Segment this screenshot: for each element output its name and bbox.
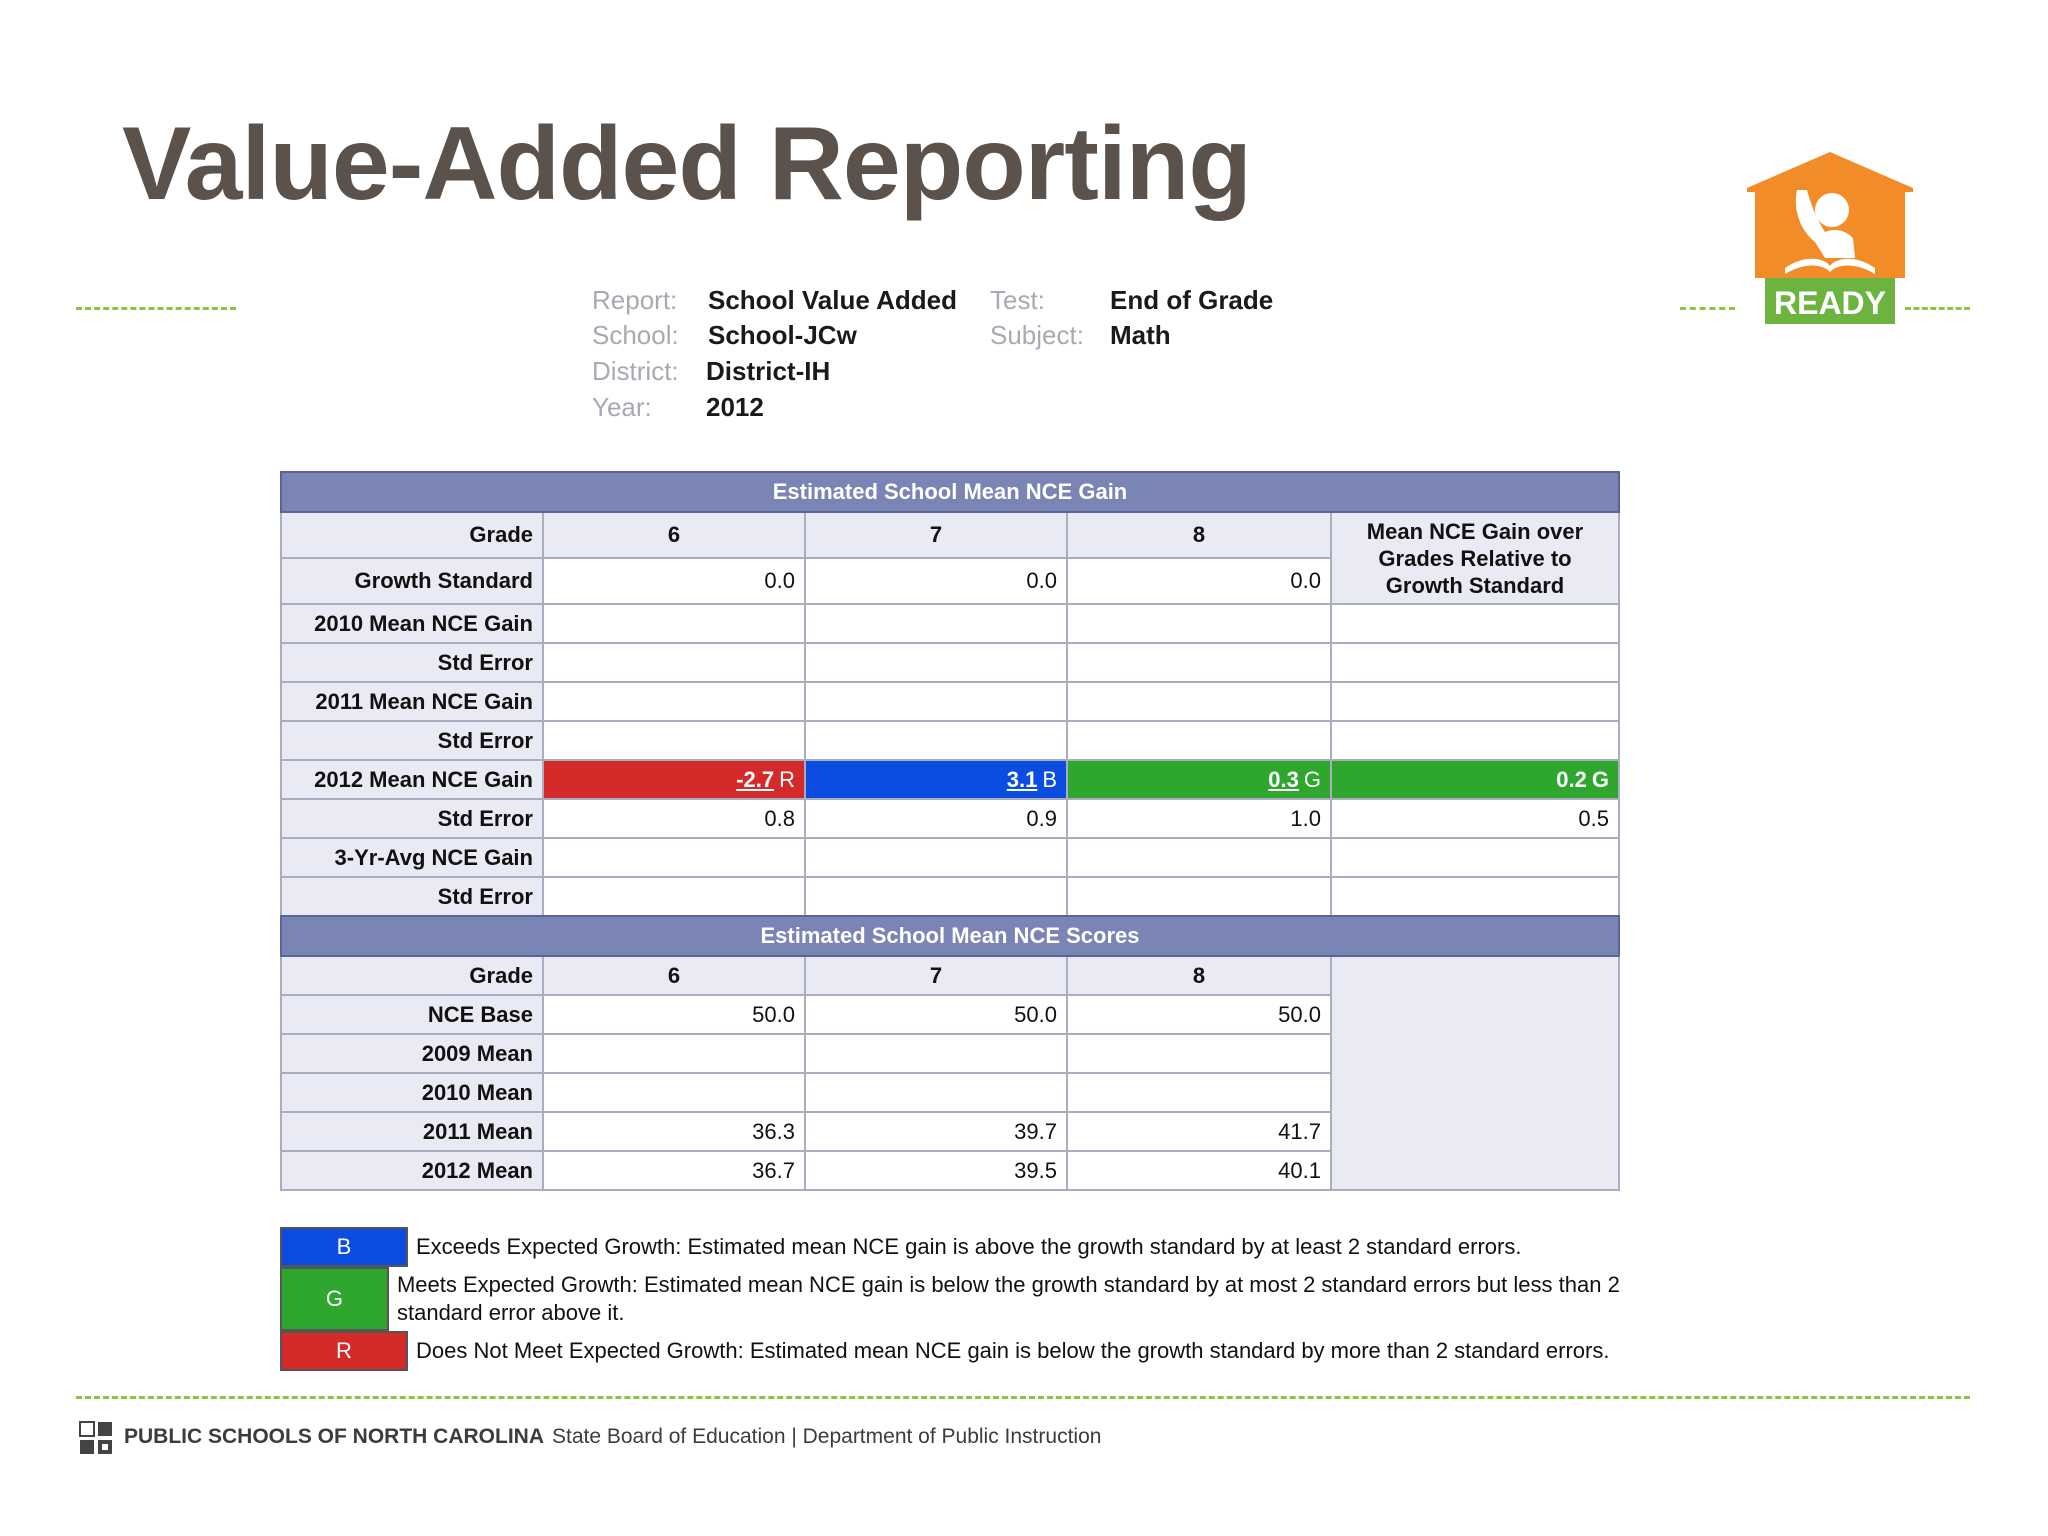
table-cell [805,643,1067,682]
grade-header: 8 [1067,512,1331,558]
table-cell [1067,877,1331,916]
gain-link[interactable]: 3.1 [1006,766,1038,792]
scores-table [280,915,1620,1191]
legend-text: Meets Expected Growth: Estimated mean NCE gain is below the growth standard by at most 2 standard errors but less than 2 standard error above it. [396,1272,1620,1325]
row-label: 2011 Mean NCE Gain [281,682,543,721]
table-cell [1067,643,1331,682]
footer-org: PUBLIC SCHOOLS OF NORTH CAROLINA [124,1425,544,1448]
table-cell: 41.7 [1067,1112,1331,1151]
subject-value: Math [1110,320,1171,350]
ready-logo [1745,150,1915,330]
table-cell [543,1073,805,1112]
table-cell: 0.0 [1067,558,1331,604]
table-cell [805,604,1067,643]
footer [78,1418,1101,1456]
table-cell [1067,721,1331,760]
row-label: 2010 Mean [281,1073,543,1112]
row-label: 2010 Mean NCE Gain [281,604,543,643]
table-row [281,682,1619,721]
table-row [281,643,1619,682]
table-cell: 39.7 [805,1112,1067,1151]
table-cell [805,1034,1067,1073]
year-value: 2012 [706,392,764,422]
footer-dept: State Board of Education | Department of Public Instruction [552,1425,1102,1448]
legend-text: Exceeds Expected Growth: Estimated mean NCE gain is above the growth standard by at least 2 standard errors. [416,1234,1522,1259]
gain-flag: R [779,766,795,792]
row-label: 2011 Mean [281,1112,543,1151]
legend-item [280,1227,1630,1267]
summary-header: Mean NCE Gain over Grades Relative to Growth Standard [1331,512,1619,604]
legend [280,1227,1630,1371]
table-cell [1331,838,1619,877]
row-label: Std Error [281,877,543,916]
row-label: 3-Yr-Avg NCE Gain [281,838,543,877]
grade-header: 6 [543,956,805,995]
table-cell [1331,682,1619,721]
table-row [281,760,1619,799]
school-label: School: [592,320,679,350]
table-cell: 50.0 [1067,995,1331,1034]
table-cell [543,838,805,877]
summary-value: 0.2 [1556,766,1587,792]
table-cell [543,604,805,643]
table-cell [1331,604,1619,643]
legend-item [280,1267,1630,1331]
table-cell [805,1073,1067,1112]
district-label: District: [592,356,679,386]
table-row [281,799,1619,838]
row-label: Std Error [281,799,543,838]
grade-label: Grade [281,956,543,995]
year-label: Year: [592,392,652,422]
district-value: District-IH [706,356,831,386]
table-cell: 39.5 [805,1151,1067,1190]
table-cell [543,1034,805,1073]
report-label: Report: [592,285,678,315]
gain-table [280,471,1620,917]
table-cell [1331,643,1619,682]
table-cell: 0.0 [543,558,805,604]
grade-header: 8 [1067,956,1331,995]
gain-flag: G [1303,766,1321,792]
table-cell [1067,682,1331,721]
table-cell [805,682,1067,721]
nc-seal-icon [78,1418,116,1456]
table-cell [1067,604,1331,643]
legend-swatch: B [280,1227,408,1267]
table-cell: 0.0 [805,558,1067,604]
gain-table-title: Estimated School Mean NCE Gain [281,472,1619,512]
test-value: End of Grade [1110,285,1274,315]
legend-swatch: G [280,1267,389,1331]
table-cell [805,838,1067,877]
table-cell: 0.9 [805,799,1067,838]
gain-flag: B [1042,766,1057,792]
grade-label: Grade [281,512,543,558]
table-cell [805,877,1067,916]
row-label: 2012 Mean NCE Gain [281,760,543,799]
gain-cell-summary [1331,760,1619,799]
table-row [281,721,1619,760]
table-cell [543,682,805,721]
gain-cell-grade-7 [805,760,1067,799]
table-row [281,877,1619,916]
gain-cell-grade-6 [543,760,805,799]
gain-cell-grade-8 [1067,760,1331,799]
legend-item [280,1331,1630,1371]
table-cell: 1.0 [1067,799,1331,838]
table-cell [1331,721,1619,760]
table-cell: 36.3 [543,1112,805,1151]
table-cell [1331,877,1619,916]
row-label: Std Error [281,721,543,760]
legend-swatch: R [280,1331,408,1371]
legend-text: Does Not Meet Expected Growth: Estimated mean NCE gain is below the growth standard by more than 2 standard errors. [416,1338,1610,1363]
table-cell [543,643,805,682]
grade-header: 6 [543,512,805,558]
table-cell [1067,1073,1331,1112]
divider-right-a [1680,307,1735,310]
gain-link[interactable]: 0.3 [1268,766,1299,792]
table-cell: 50.0 [805,995,1067,1034]
page-title: Value-Added Reporting [122,106,1251,222]
gain-flag: G [1591,766,1609,792]
table-row [281,604,1619,643]
report-value: School Value Added [708,285,957,315]
row-label: Growth Standard [281,558,543,604]
table-cell: 36.7 [543,1151,805,1190]
table-cell: 0.8 [543,799,805,838]
table-cell: 0.5 [1331,799,1619,838]
table-cell [1067,1034,1331,1073]
divider-bottom [76,1396,1970,1399]
divider-left [76,307,236,310]
grade-header: 7 [805,956,1067,995]
subject-label: Subject: [990,320,1084,350]
school-value: School-JCw [708,320,857,350]
row-label: NCE Base [281,995,543,1034]
logo-text: READY [1773,285,1887,321]
table-filler [1331,956,1619,1190]
table-cell: 40.1 [1067,1151,1331,1190]
scores-table-title: Estimated School Mean NCE Scores [281,916,1619,956]
table-cell [805,721,1067,760]
table-cell [1067,838,1331,877]
test-label: Test: [990,285,1045,315]
table-row [281,838,1619,877]
gain-link[interactable]: -2.7 [736,766,775,792]
table-cell: 50.0 [543,995,805,1034]
row-label: 2012 Mean [281,1151,543,1190]
table-cell [543,721,805,760]
grade-header: 7 [805,512,1067,558]
row-label: 2009 Mean [281,1034,543,1073]
row-label: Std Error [281,643,543,682]
table-cell [543,877,805,916]
